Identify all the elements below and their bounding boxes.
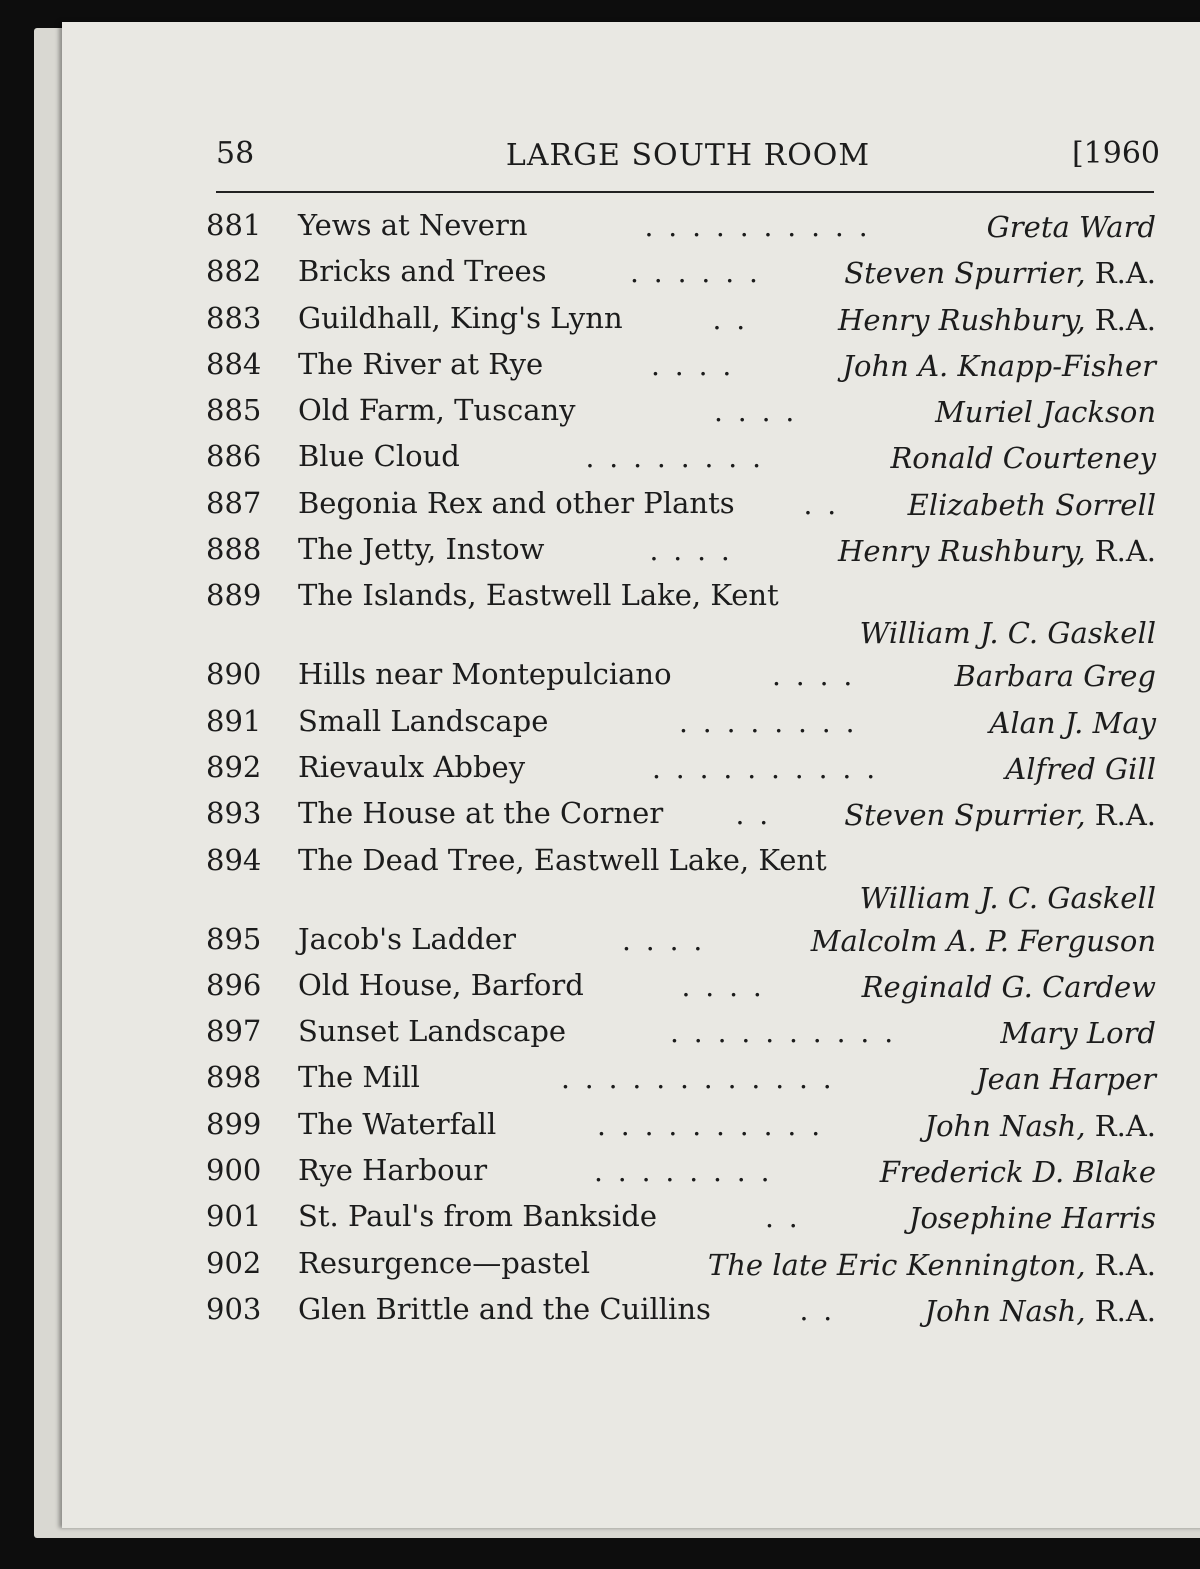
artist-suffix: R.A. — [1085, 1293, 1156, 1328]
entry-artist — [862, 970, 1156, 1004]
artist-suffix: R.A. — [1085, 302, 1156, 337]
dot-leader: . . . . . . . . . . — [670, 1016, 897, 1050]
entry-title: Resurgence—pastel — [298, 1245, 591, 1280]
header-rule — [216, 191, 1154, 193]
catalogue-list — [206, 208, 1156, 1338]
year: [1960 — [1071, 136, 1160, 171]
catalogue-entry — [206, 1107, 1156, 1153]
entry-artist — [909, 1201, 1156, 1235]
entry-number: 903 — [206, 1291, 262, 1326]
entry-number: 885 — [206, 393, 262, 428]
dot-leader: . . . . . . . . . . — [652, 751, 879, 785]
section-title: LARGE SOUTH ROOM — [505, 138, 871, 173]
dot-leader: . . . . — [622, 923, 706, 957]
dot-leader: . . . . — [651, 348, 735, 382]
entry-artist — [924, 1109, 1156, 1143]
entry-number: 897 — [206, 1014, 262, 1049]
entry-title: Guildhall, King's Lynn — [298, 300, 623, 335]
artist-name: The late Eric Kennington, — [707, 1247, 1086, 1282]
artist-name: William J. C. Gaskell — [859, 880, 1156, 915]
entry-number: 889 — [206, 578, 262, 613]
entry-number: 898 — [206, 1060, 262, 1095]
entry-title: Rievaulx Abbey — [298, 749, 526, 784]
entry-number: 895 — [206, 921, 262, 956]
entry-title: Small Landscape — [298, 703, 549, 738]
entry-title: Old House, Barford — [298, 967, 584, 1002]
artist-name: John Nash, — [924, 1108, 1086, 1143]
catalogue-entry — [206, 578, 1156, 657]
entry-number: 899 — [206, 1106, 262, 1141]
catalogue-entry — [206, 439, 1156, 485]
artist-suffix: R.A. — [1085, 256, 1156, 291]
artist-name: Greta Ward — [986, 210, 1156, 244]
entry-number: 900 — [206, 1153, 262, 1188]
entry-number: 882 — [206, 254, 262, 289]
entry-title: Hills near Montepulciano — [298, 657, 672, 692]
page-number: 58 — [216, 136, 255, 171]
entry-title: Old Farm, Tuscany — [298, 393, 576, 428]
dot-leader: . . . . . . — [630, 256, 761, 290]
artist-name: Frederick D. Blake — [879, 1155, 1156, 1190]
entry-artist — [880, 1155, 1156, 1189]
entry-title: The Islands, Eastwell Lake, Kent — [298, 578, 779, 613]
entry-title: The Jetty, Instow — [298, 532, 545, 567]
entry-artist — [955, 659, 1156, 693]
entry-number: 894 — [206, 842, 262, 877]
entry-title: The Dead Tree, Eastwell Lake, Kent — [298, 842, 827, 877]
catalogue-entry — [206, 1153, 1156, 1199]
entry-title: The Mill — [298, 1060, 420, 1095]
artist-name: Josephine Harris — [908, 1201, 1156, 1236]
artist-name: John Nash, — [924, 1293, 1086, 1328]
catalogue-entry — [206, 796, 1156, 842]
catalogue-entry — [206, 532, 1156, 578]
dot-leader: . . . . . . . . . . — [644, 210, 871, 243]
entry-title: Begonia Rex and other Plants — [298, 485, 735, 520]
catalogue-entry — [206, 922, 1156, 968]
entry-title: St. Paul's from Bankside — [298, 1199, 657, 1234]
entry-artist — [908, 488, 1156, 522]
dot-leader: . . — [799, 1293, 836, 1327]
catalogue-entry — [206, 1014, 1156, 1060]
page-header — [216, 136, 1160, 182]
entry-artist — [708, 1248, 1156, 1282]
entry-number: 892 — [206, 749, 262, 784]
catalogue-entry — [206, 657, 1156, 703]
entry-artist — [860, 881, 1156, 915]
artist-name: Malcolm A. P. Ferguson — [810, 923, 1156, 958]
catalogue-entry — [206, 208, 1156, 254]
catalogue-entry — [206, 301, 1156, 347]
entry-artist — [935, 395, 1156, 429]
catalogue-entry — [206, 1246, 1156, 1292]
artist-suffix: R.A. — [1085, 1247, 1156, 1282]
entry-number: 881 — [206, 208, 262, 242]
artist-name: Henry Rushbury, — [838, 534, 1086, 569]
catalogue-entry — [206, 843, 1156, 922]
artist-name: Henry Rushbury, — [838, 302, 1086, 337]
entry-artist — [811, 924, 1156, 958]
artist-name: William J. C. Gaskell — [859, 616, 1156, 651]
entry-artist — [1000, 1016, 1156, 1050]
artist-name: Steven Spurrier, — [844, 256, 1086, 291]
entry-artist — [844, 256, 1156, 290]
dot-leader: . . — [765, 1201, 801, 1235]
dot-leader: . . — [735, 798, 772, 832]
dot-leader: . . . . . . . . — [594, 1155, 773, 1189]
catalogue-entry — [206, 1292, 1156, 1338]
dot-leader: . . . . . . . . — [679, 705, 858, 739]
artist-name: Alfred Gill — [1005, 751, 1156, 786]
entry-artist — [842, 349, 1156, 383]
artist-name: John A. Knapp-Fisher — [842, 348, 1156, 383]
artist-name: Steven Spurrier, — [844, 798, 1086, 833]
entry-artist — [989, 706, 1156, 740]
entry-title: Yews at Nevern — [298, 208, 528, 242]
catalogue-entry — [206, 1199, 1156, 1245]
catalogue-entry — [206, 704, 1156, 750]
dot-leader: . . . . — [714, 395, 798, 429]
dot-leader: . . . . — [772, 659, 856, 693]
entry-title: Rye Harbour — [298, 1153, 488, 1188]
entry-number: 890 — [206, 657, 262, 692]
artist-name: Muriel Jackson — [935, 395, 1156, 430]
entry-artist — [987, 210, 1156, 244]
entry-number: 891 — [206, 703, 262, 738]
artist-suffix: R.A. — [1085, 1108, 1156, 1143]
entry-title: The River at Rye — [298, 346, 544, 381]
entry-title: Glen Brittle and the Cuillins — [298, 1291, 711, 1326]
artist-suffix: R.A. — [1085, 798, 1156, 833]
entry-number: 886 — [206, 439, 262, 474]
entry-artist — [860, 616, 1156, 650]
entry-number: 884 — [206, 346, 262, 381]
entry-number: 896 — [206, 967, 262, 1002]
entry-artist — [844, 798, 1156, 832]
dot-leader: . . — [712, 302, 749, 336]
entry-number: 888 — [206, 532, 262, 567]
entry-title: Sunset Landscape — [298, 1014, 567, 1049]
entry-number: 893 — [206, 796, 262, 831]
artist-name: Ronald Courteney — [890, 441, 1156, 476]
dot-leader: . . . . — [681, 969, 765, 1003]
artist-name: Jean Harper — [975, 1062, 1156, 1097]
catalogue-entry — [206, 486, 1156, 532]
catalogue-entry — [206, 750, 1156, 796]
entry-artist — [924, 1294, 1156, 1328]
dot-leader: . . . . . . . . . . . . — [561, 1062, 835, 1096]
entry-title: Blue Cloud — [298, 439, 460, 474]
entry-artist — [976, 1062, 1156, 1096]
catalogue-entry — [206, 1060, 1156, 1106]
artist-name: Mary Lord — [1000, 1016, 1156, 1051]
entry-number: 883 — [206, 300, 262, 335]
artist-name: Alan J. May — [989, 705, 1156, 740]
artist-name: Reginald G. Cardew — [861, 969, 1156, 1004]
catalogue-entry — [206, 968, 1156, 1014]
entry-number: 902 — [206, 1245, 262, 1280]
entry-number: 901 — [206, 1199, 262, 1234]
artist-suffix: R.A. — [1085, 534, 1156, 569]
artist-name: Barbara Greg — [954, 659, 1156, 694]
entry-title: Jacob's Ladder — [298, 921, 516, 956]
entry-title: Bricks and Trees — [298, 254, 547, 289]
entry-artist — [838, 534, 1156, 568]
catalogue-entry — [206, 393, 1156, 439]
entry-title: The Waterfall — [298, 1106, 497, 1141]
entry-title: The House at the Corner — [298, 796, 664, 831]
entry-artist — [838, 303, 1156, 337]
catalogue-entry — [206, 254, 1156, 300]
entry-artist — [1005, 752, 1156, 786]
dot-leader: . . . . — [649, 534, 733, 568]
entry-number: 887 — [206, 485, 262, 520]
dot-leader: . . . . . . . . . . — [597, 1108, 824, 1142]
dot-leader: . . . . . . . . — [585, 441, 765, 475]
entry-artist — [890, 441, 1156, 475]
artist-name: Elizabeth Sorrell — [907, 487, 1156, 522]
dot-leader: . . — [803, 487, 840, 521]
catalogue-entry — [206, 347, 1156, 393]
